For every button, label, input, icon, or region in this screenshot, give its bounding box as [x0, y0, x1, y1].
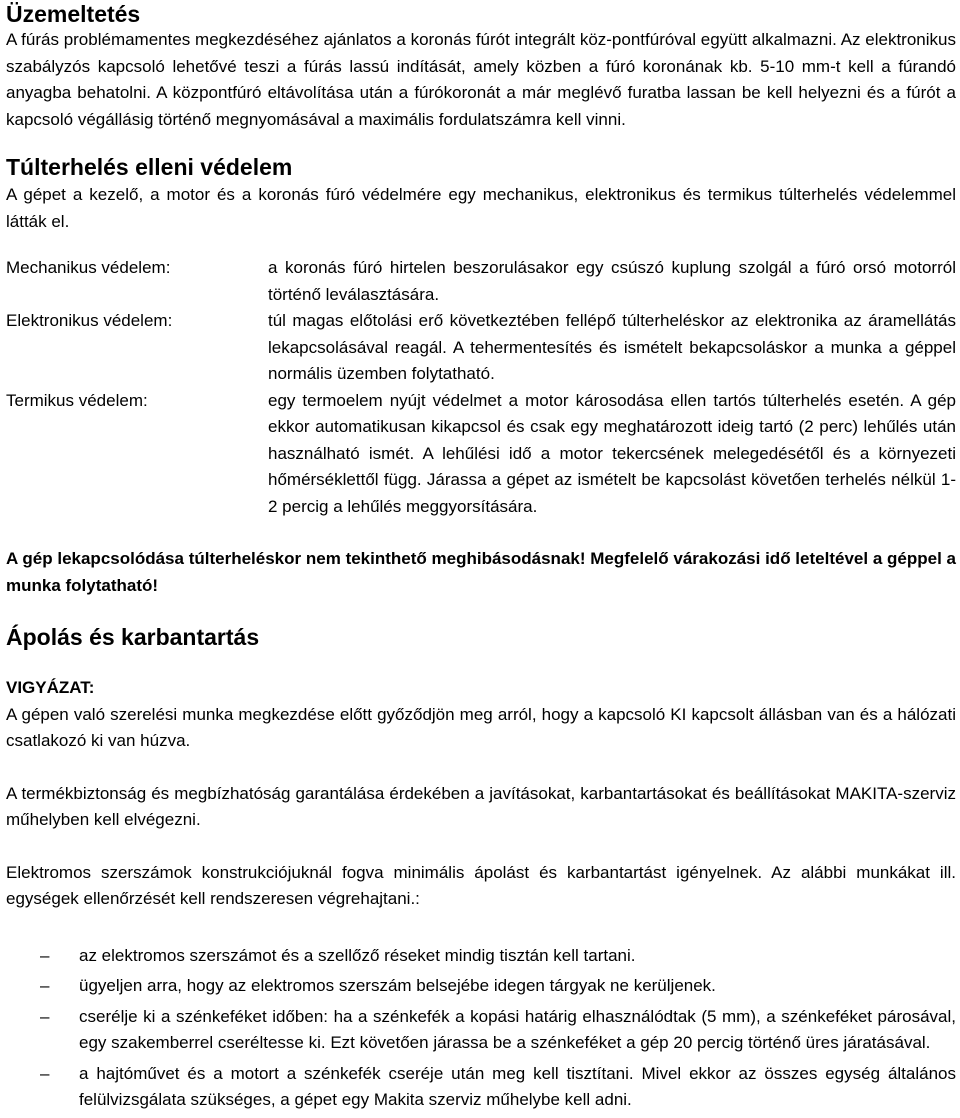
document-page [6, 0, 956, 1118]
protection-label-mechanical: Mechanikus védelem: [6, 258, 171, 277]
list-item [6, 973, 956, 1000]
dash-bullet: – [40, 1006, 50, 1026]
task-text: ügyeljen arra, hogy az elektromos szerszám belsejébe idegen tárgyak ne kerüljenek. [79, 976, 716, 995]
dash-bullet: – [40, 945, 50, 965]
dash-bullet: – [40, 1063, 50, 1083]
protection-label-thermal: Termikus védelem: [6, 390, 148, 410]
task-text: a hajtóművet és a motort a szénkefék cseréje után meg kell tisztítani. Mivel ekkor az összes egység általános felülvizsgálata szükséges, a gépet egy Makita szerviz műhelybe kell adni. [79, 1063, 956, 1109]
protection-types-table [6, 255, 956, 520]
protection-description-electronic: túl magas előtolási erő következtében fellépő túlterheléskor az elektronika az áramellátás lekapcsolásával reagál. A tehermentesítés és ismételt bekapcsoláskor a munka a géppel normális üzemben folytatható. [268, 311, 956, 383]
dash-bullet: – [40, 976, 50, 995]
protection-description-thermal: egy termoelem nyújt védelmet a motor károsodása ellen tartós túlterhelés esetén. A gép ekkor automatikusan kikapcsol és csak egy meghatározott ideig tartó (2 perc) lehűlés után használható ismét. A lehűlési idő a motor tekercsének melegedésétől és a környezeti hőmérséklettől függ. Járassa a gépet az ismételt be kapcsolást követően terhelés nélkül 1-2 percig a lehűlés meggyorsítására. [268, 390, 956, 516]
caution-paragraph: A gépen való szerelési munka megkezdése előtt győződjön meg arról, hogy a kapcsoló KI kapcsolt állásban van és a hálózati csatlakozó ki van húzva. [6, 704, 956, 750]
overload-warning-note: A gép lekapcsolódása túlterheléskor nem tekinthető meghibásodásnak! Megfelelő várakozási idő leteltével a géppel a munka folytatható! [6, 549, 956, 595]
protection-label-electronic: Elektronikus védelem: [6, 311, 173, 330]
protection-description-mechanical: a koronás fúró hirtelen beszorulásakor egy csúszó kuplung szolgál a fúró orsó motorról történő leválasztására. [268, 258, 956, 304]
overload-intro-paragraph: A gépet a kezelő, a motor és a koronás fúró védelmére egy mechanikus, elektronikus és termikus túlterhelés védelemmel látták el. [6, 185, 956, 231]
service-paragraph: A termékbiztonság és megbízhatóság garantálása érdekében a javításokat, karbantartásokat és beállításokat MAKITA-szerviz műhelyben kell elvégezni. [6, 783, 956, 829]
list-item [6, 1061, 956, 1114]
maintenance-intro-paragraph: Elektromos szerszámok konstrukciójuknál fogva minimális ápolást és karbantartást igényelnek. Az alábbi munkákat ill. egységek ellenőrzését kell rendszeresen végrehajtani.: [6, 862, 956, 908]
list-item [6, 1004, 956, 1057]
list-item [6, 943, 956, 970]
section-title-overload-protection: Túlterhelés elleni védelem [6, 154, 293, 180]
section-title-operation: Üzemeltetés [6, 1, 141, 27]
operation-paragraph: A fúrás problémamentes megkezdéséhez ajánlatos a koronás fúrót integrált köz-pontfúróval együtt alkalmazni. Az elektronikus szabályzós kapcsoló lehetővé teszi a fúrás lassú indítását, amely közben a fúró koronának kb. 5-10 mm-t kell a fúrandó anyagba behatolni. A központfúró eltávolítása után a fúrókoronát a már meglévő furatba lassan be kell helyezni és a fúrót a kapcsoló végállásig történő megnyomásával a maximális fordulatszámra kell vinni. [6, 30, 956, 129]
caution-label: VIGYÁZAT: [6, 678, 95, 697]
task-text: az elektromos szerszámot és a szellőző réseket mindig tisztán kell tartani. [79, 945, 636, 965]
task-text: cserélje ki a szénkeféket időben: ha a szénkefék a kopási határig elhasználódtak (5 mm), a szénkeféket párosával, egy szakemberrel cseréltesse ki. Ezt követően járassa be a szénkeféket a gép 20 percig történő üres járatásával. [79, 1006, 956, 1052]
section-title-care-maintenance: Ápolás és karbantartás [6, 624, 260, 650]
maintenance-task-list [6, 943, 956, 1114]
